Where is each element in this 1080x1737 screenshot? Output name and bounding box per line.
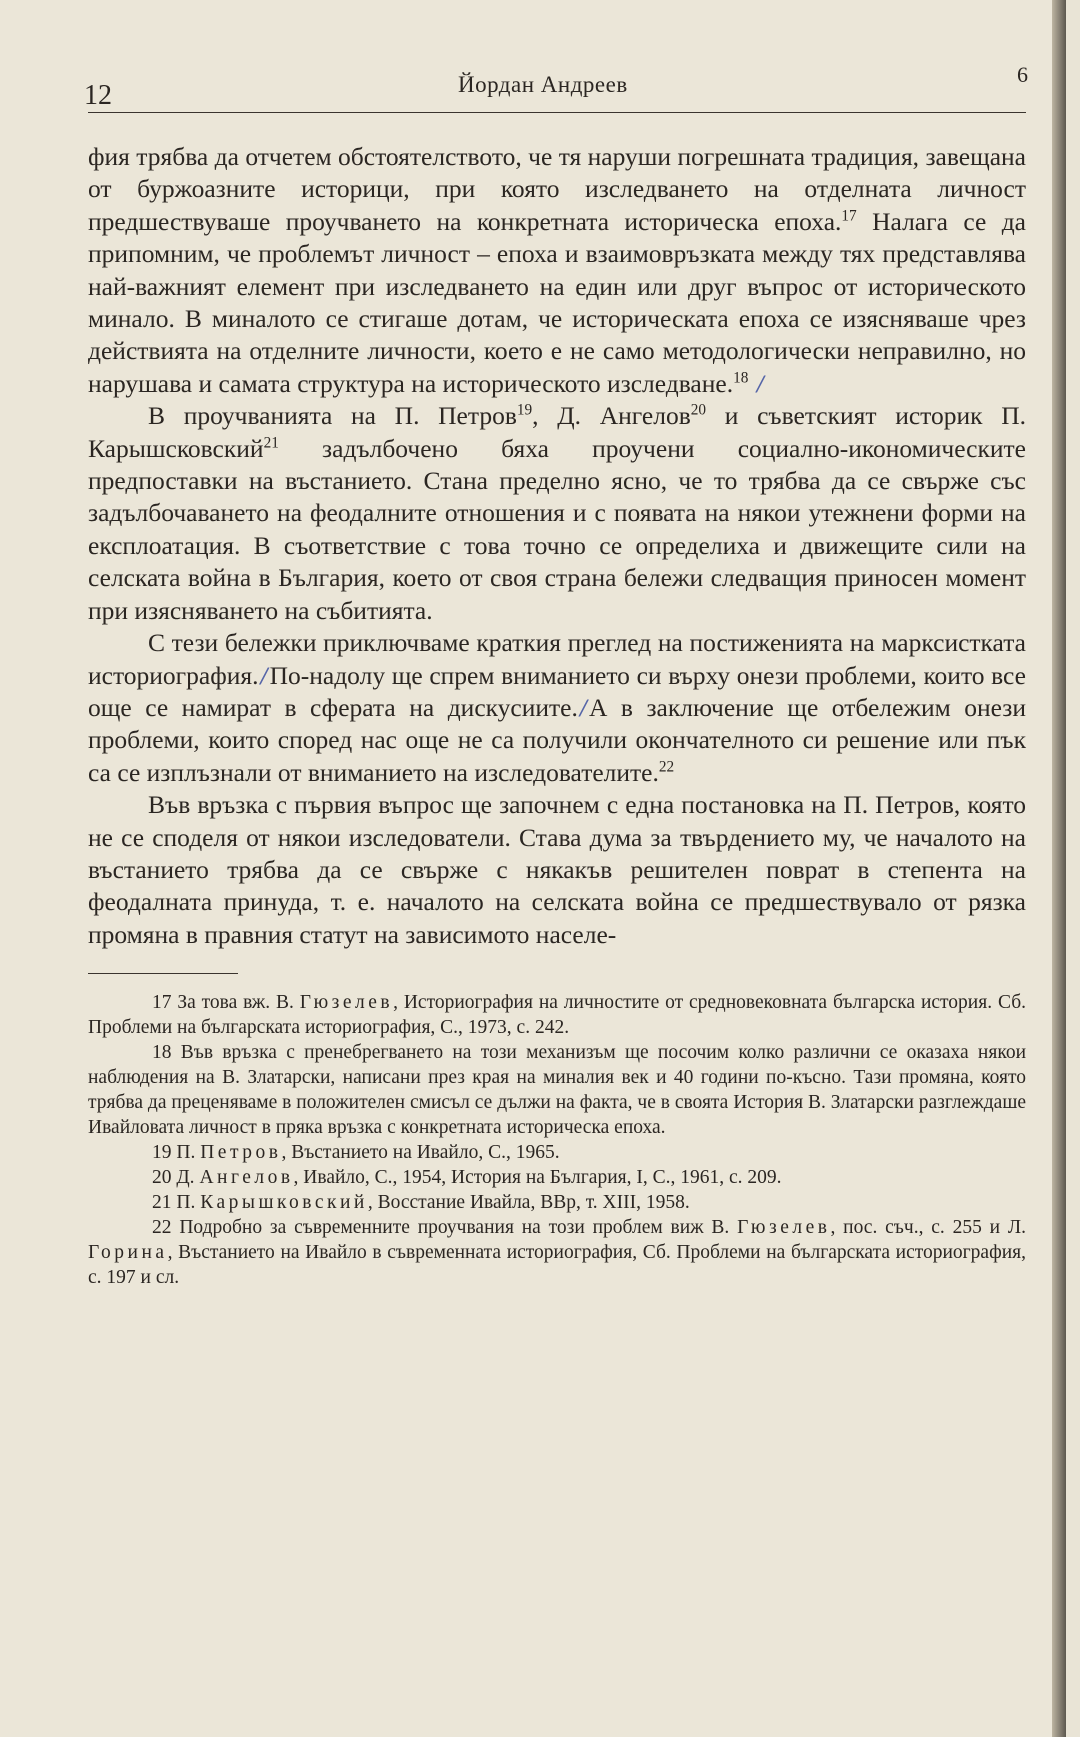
footnote-ref-20: 20	[690, 401, 707, 419]
footnotes	[88, 990, 1026, 1290]
footnote-17: 17 За това вж. В. Гюзелев, Историография на личностите от средновековната българска история. Сб. Проблеми на българската историография, С., 1973, с. 242.	[88, 992, 1026, 1039]
book-spine-shadow	[1052, 0, 1066, 1737]
main-text	[88, 141, 1026, 951]
footnote-ref-22: 22	[658, 758, 675, 776]
paragraph-3: С тези бележки приключваме краткия преглед на постиженията на марксистката историография./По-надолу ще спрем вниманието си върху онези проблеми, които все още се намират в сферата на дискусиите./А в заключение ще отбележим онези проблеми, които според нас още не са получили окончателното си решение или пък са се изплъзнали от вниманието на изследователите.$^{22}$	[88, 628, 1026, 787]
footnote-divider	[88, 973, 238, 974]
footnote-ref-19: 19	[516, 401, 533, 419]
handwritten-mark: /	[579, 692, 587, 722]
paragraph-4: Във връзка с първия въпрос ще започнем с една постановка на П. Петров, която не се споделя от някои изследователи. Става дума за твърдението му, че началото на въстанието трябва да се свърже с някакъв решителен поврат в степента на феодалната принуда, т. е. началото на селската война се предшествувало от рязка промяна в правния статут на зависимото населе-	[88, 790, 1026, 949]
page-header	[84, 62, 1028, 113]
footnote-21: 21 П. Карышковский, Восстание Ивайла, ВВр, т. XIII, 1958.	[152, 1192, 690, 1214]
footnote-18: 18 Във връзка с пренебрегването на този механизъм ще посочим колко различни се оказаха някои наблюдения на В. Златарски, написани през края на миналия век и 40 години по-късно. Тази промяна, която трябва да преценяваме в положителен смисъл се дължи на факта, че в своята История В. Златарски разглеждаше Ивайловата личност в пряка връзка с конкретната историческа епоха.	[88, 1042, 1027, 1139]
running-title: Йордан Андреев	[458, 72, 628, 97]
handwritten-mark: /	[260, 660, 268, 690]
footnote-ref-17: 17	[841, 207, 857, 225]
handwritten-page-number: 6	[1017, 62, 1028, 87]
footnote-ref-18: 18	[733, 369, 749, 387]
paragraph-1: фия трябва да отчетем обстоятелството, че тя наруши погрешната традиция, завещана от буржоазните историци, при която изследването на отделната личност предшествуваше проучването на конкретната историческа епоха.$^{17}$ Налага се да припомним, че проблемът личност – епоха и взаимовръзката между тях представлява най-важният елемент при изследването на един или друг въпрос от историческото минало. В миналото се стигаше дотам, че историческата епоха се изясняваше чрез действията на отделните личности, което е не само методологически неправилно, но нарушава и самата структура на историческото изследване.$^{18}$ /	[88, 142, 1026, 398]
footnote-19: 19 П. Петров, Въстанието на Ивайло, С., 1965.	[152, 1142, 560, 1164]
footnote-22: 22 Подробно за съвременните проучвания на този проблем виж В. Гюзелев, пос. съч., с. 255 и Л. Горина, Въстанието на Ивайло в съвременната историография, Сб. Проблеми на българската историография, с. 197 и сл.	[88, 1217, 1026, 1289]
footnote-20: 20 Д. Ангелов, Ивайло, С., 1954, История на България, I, С., 1961, с. 209.	[152, 1167, 782, 1189]
paragraph-2: В проучванията на П. Петров$^{19}$, Д. Ангелов$^{20}$ и съветският историк П. Карышсковский$^{21}$ задълбочено бяха проучени социално-икономическите предпоставки на въстанието. Стана пределно ясно, че то трябва да се свърже със задълбочаването на феодалните отношения и с появата на някои утежнени форми на експлоатация. В съответствие с това точно се определиха и движещите сили на селската война в България, което от своя страна бележи следващия приносен момент при изясняването на събитията.	[88, 401, 1026, 625]
handwritten-mark: /	[756, 368, 764, 398]
footnote-ref-21: 21	[263, 434, 279, 452]
page-number: 12	[84, 80, 112, 111]
